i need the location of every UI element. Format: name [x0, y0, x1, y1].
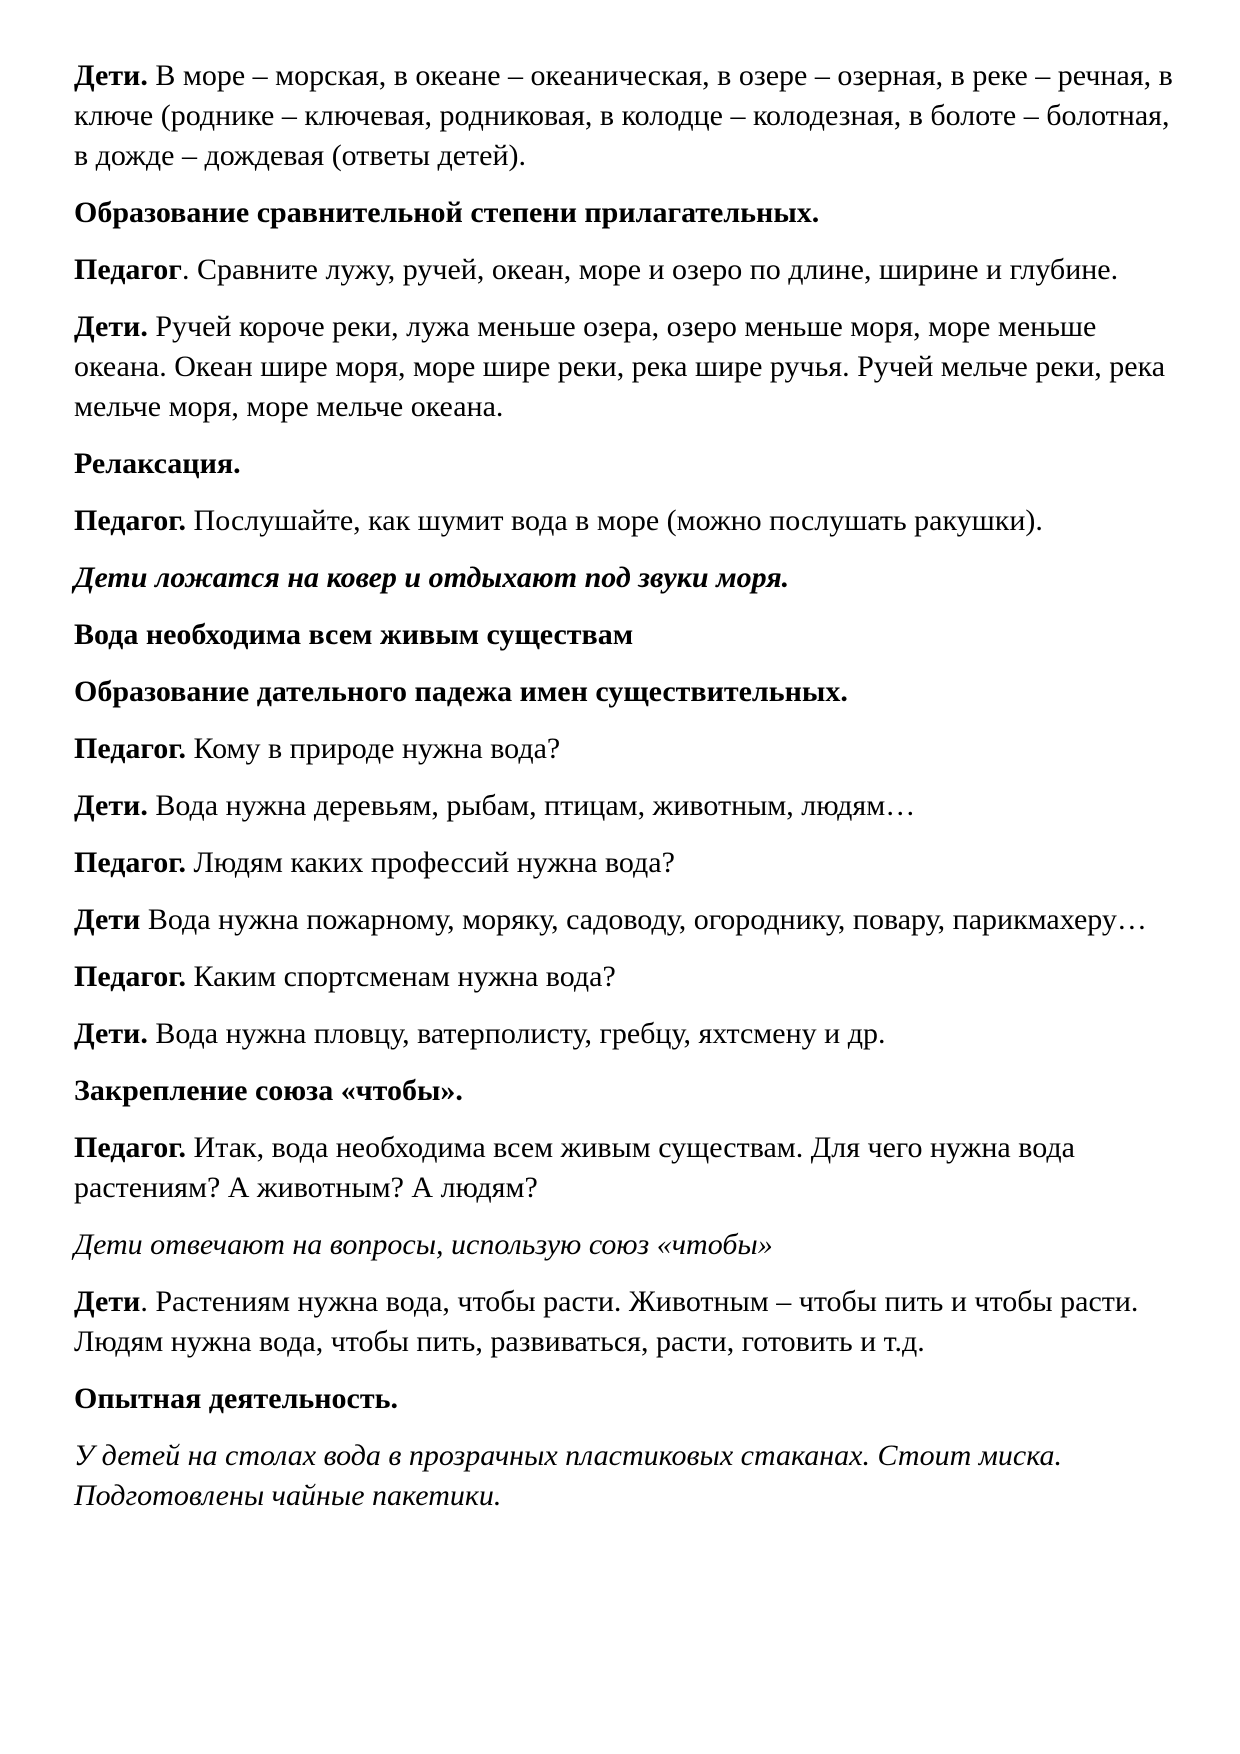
speaker-label: Дети. — [74, 789, 148, 822]
speaker-label: Педагог. — [74, 504, 187, 537]
speaker-label: Дети — [74, 903, 141, 936]
paragraph-text: Кому в природе нужна вода? — [186, 732, 561, 765]
section-heading: Релаксация. — [74, 447, 241, 480]
speaker-label: Дети. — [74, 310, 148, 343]
paragraph-text: . Растениям нужна вода, чтобы расти. Животным – чтобы пить и чтобы расти. Людям нужна вода, чтобы пить, развиваться, расти, готовить и т.д. — [74, 1285, 1139, 1358]
section-heading: Закрепление союза «чтобы». — [74, 1074, 463, 1107]
speaker-label: Педагог. — [74, 732, 187, 765]
speaker-label: Дети — [74, 1285, 141, 1318]
paragraph-teacher-question — [74, 843, 1184, 883]
paragraph-teacher-question — [74, 1128, 1184, 1208]
section-heading: Вода необходима всем живым существам — [74, 618, 634, 651]
paragraph-text: Каким спортсменам нужна вода? — [186, 960, 616, 993]
paragraph-teacher-question — [74, 250, 1184, 290]
paragraph-children-answer-1 — [74, 56, 1184, 176]
speaker-label: Педагог. — [74, 846, 187, 879]
section-heading: Образование дательного падежа имен существительных. — [74, 675, 848, 708]
speaker-label: Педагог. — [74, 960, 187, 993]
paragraph-children-answer — [74, 786, 1184, 826]
paragraph-text: Послушайте, как шумит вода в море (можно послушать ракушки). — [186, 504, 1043, 537]
speaker-label: Дети. — [74, 59, 148, 92]
paragraph-text: Итак, вода необходима всем живым существам. Для чего нужна вода растениям? А животным? А людям? — [74, 1131, 1075, 1204]
paragraph-text: Вода нужна деревьям, рыбам, птицам, животным, людям… — [147, 789, 916, 822]
document-page — [74, 56, 1184, 1533]
paragraph-teacher-question — [74, 501, 1184, 541]
paragraph-children-answer — [74, 307, 1184, 427]
paragraph-text: Вода нужна пловцу, ватерполисту, гребцу, яхтсмену и др. — [147, 1017, 886, 1050]
paragraph-text: В море – морская, в океане – океаническая, в озере – озерная, в реке – речная, в ключе (роднике – ключевая, родниковая, в колодце – колодезная, в болоте – болотная, в дожде – дождевая (ответы детей). — [74, 59, 1173, 172]
paragraph-children-answer — [74, 1282, 1184, 1362]
paragraph-children-answer — [74, 1014, 1184, 1054]
stage-direction: Дети ложатся на ковер и отдыхают под звуки моря. — [74, 561, 790, 594]
paragraph-children-answer — [74, 900, 1184, 940]
paragraph-teacher-question — [74, 957, 1184, 997]
paragraph-text: Вода нужна пожарному, моряку, садоводу, огороднику, повару, парикмахеру… — [140, 903, 1147, 936]
speaker-label: Педагог. — [74, 1131, 187, 1164]
paragraph-text: Ручей короче реки, лужа меньше озера, озеро меньше моря, море меньше океана. Океан шире моря, море шире реки, река шире ручья. Ручей мельче реки, река мельче моря, море мельче океана. — [74, 310, 1166, 423]
section-heading: Образование сравнительной степени прилагательных. — [74, 196, 820, 229]
speaker-label: Педагог — [74, 253, 182, 286]
speaker-label: Дети. — [74, 1017, 148, 1050]
paragraph-text: . Сравните лужу, ручей, океан, море и озеро по длине, ширине и глубине. — [181, 253, 1119, 286]
paragraph-teacher-question — [74, 729, 1184, 769]
stage-direction: У детей на столах вода в прозрачных пластиковых стаканах. Стоит миска. Подготовлены чайные пакетики. — [74, 1439, 1062, 1512]
paragraph-text: Людям каких профессий нужна вода? — [186, 846, 675, 879]
section-heading: Опытная деятельность. — [74, 1382, 398, 1415]
stage-direction: Дети отвечают на вопросы, использую союз «чтобы» — [74, 1228, 773, 1261]
